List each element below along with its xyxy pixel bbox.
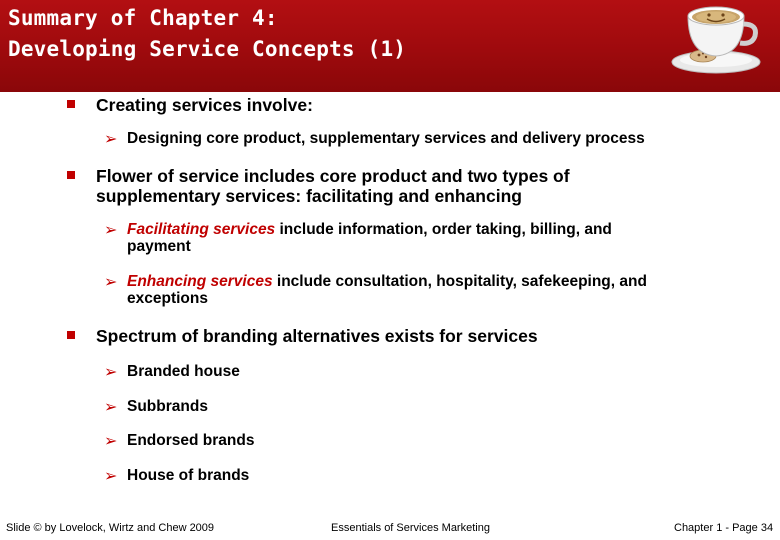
slide-title-line1: Summary of Chapter 4: (8, 6, 278, 30)
subbullet-text-line2: exceptions (127, 290, 208, 307)
subbullet-branded-house (104, 362, 240, 381)
footer-copyright: Slide © by Lovelock, Wirtz and Chew 2009 (6, 522, 215, 534)
square-bullet-icon (67, 100, 75, 108)
subbullet-text-line2: payment (127, 238, 191, 255)
subbullet-text: House of brands (127, 467, 250, 484)
arrow-bullet-icon: ➢ (104, 397, 118, 416)
smiley-coffee-cup-icon (666, 0, 766, 76)
subbullet-designing-core (104, 129, 645, 148)
square-bullet-icon (67, 331, 75, 339)
subbullet-enhancing (104, 272, 647, 291)
emphasis-term: Enhancing services (127, 273, 273, 290)
square-bullet-icon (67, 171, 75, 179)
bullet-spectrum-branding (96, 326, 538, 346)
subbullet-endorsed-brands (104, 431, 255, 450)
bullet-flower-of-service-cont (96, 186, 522, 206)
subbullet-facilitating-cont (127, 238, 191, 255)
bullet-text-line1: Flower of service includes core product and two types of (96, 166, 570, 186)
subbullet-text: Branded house (127, 363, 240, 380)
arrow-bullet-icon: ➢ (104, 220, 118, 239)
subbullet-enhancing-cont (127, 290, 208, 307)
subbullet-text: Designing core product, supplementary services and delivery process (127, 130, 645, 147)
footer-page-number: Chapter 1 - Page 34 (674, 522, 774, 534)
footer-book-title: Essentials of Services Marketing (331, 522, 490, 534)
emphasis-term: Facilitating services (127, 221, 276, 238)
arrow-bullet-icon: ➢ (104, 466, 118, 485)
subbullet-text: include information, order taking, billing, and (275, 221, 612, 238)
bullet-creating-services (96, 95, 313, 115)
bullet-text: Spectrum of branding alternatives exists for services (96, 326, 538, 346)
subbullet-text: Endorsed brands (127, 432, 255, 449)
bullet-text: Creating services involve: (96, 95, 313, 115)
subbullet-facilitating (104, 220, 612, 239)
arrow-bullet-icon: ➢ (104, 272, 118, 291)
bullet-text-line2: supplementary services: facilitating and enhancing (96, 186, 522, 206)
title-banner (0, 0, 780, 92)
arrow-bullet-icon: ➢ (104, 362, 118, 381)
subbullet-subbrands (104, 397, 208, 416)
subbullet-text: include consultation, hospitality, safekeeping, and (272, 273, 647, 290)
subbullet-house-of-brands (104, 466, 250, 485)
arrow-bullet-icon: ➢ (104, 129, 118, 148)
slide-title-line2: Developing Service Concepts (1) (8, 37, 407, 61)
bullet-flower-of-service (96, 166, 570, 186)
arrow-bullet-icon: ➢ (104, 431, 118, 450)
subbullet-text: Subbrands (127, 398, 208, 415)
